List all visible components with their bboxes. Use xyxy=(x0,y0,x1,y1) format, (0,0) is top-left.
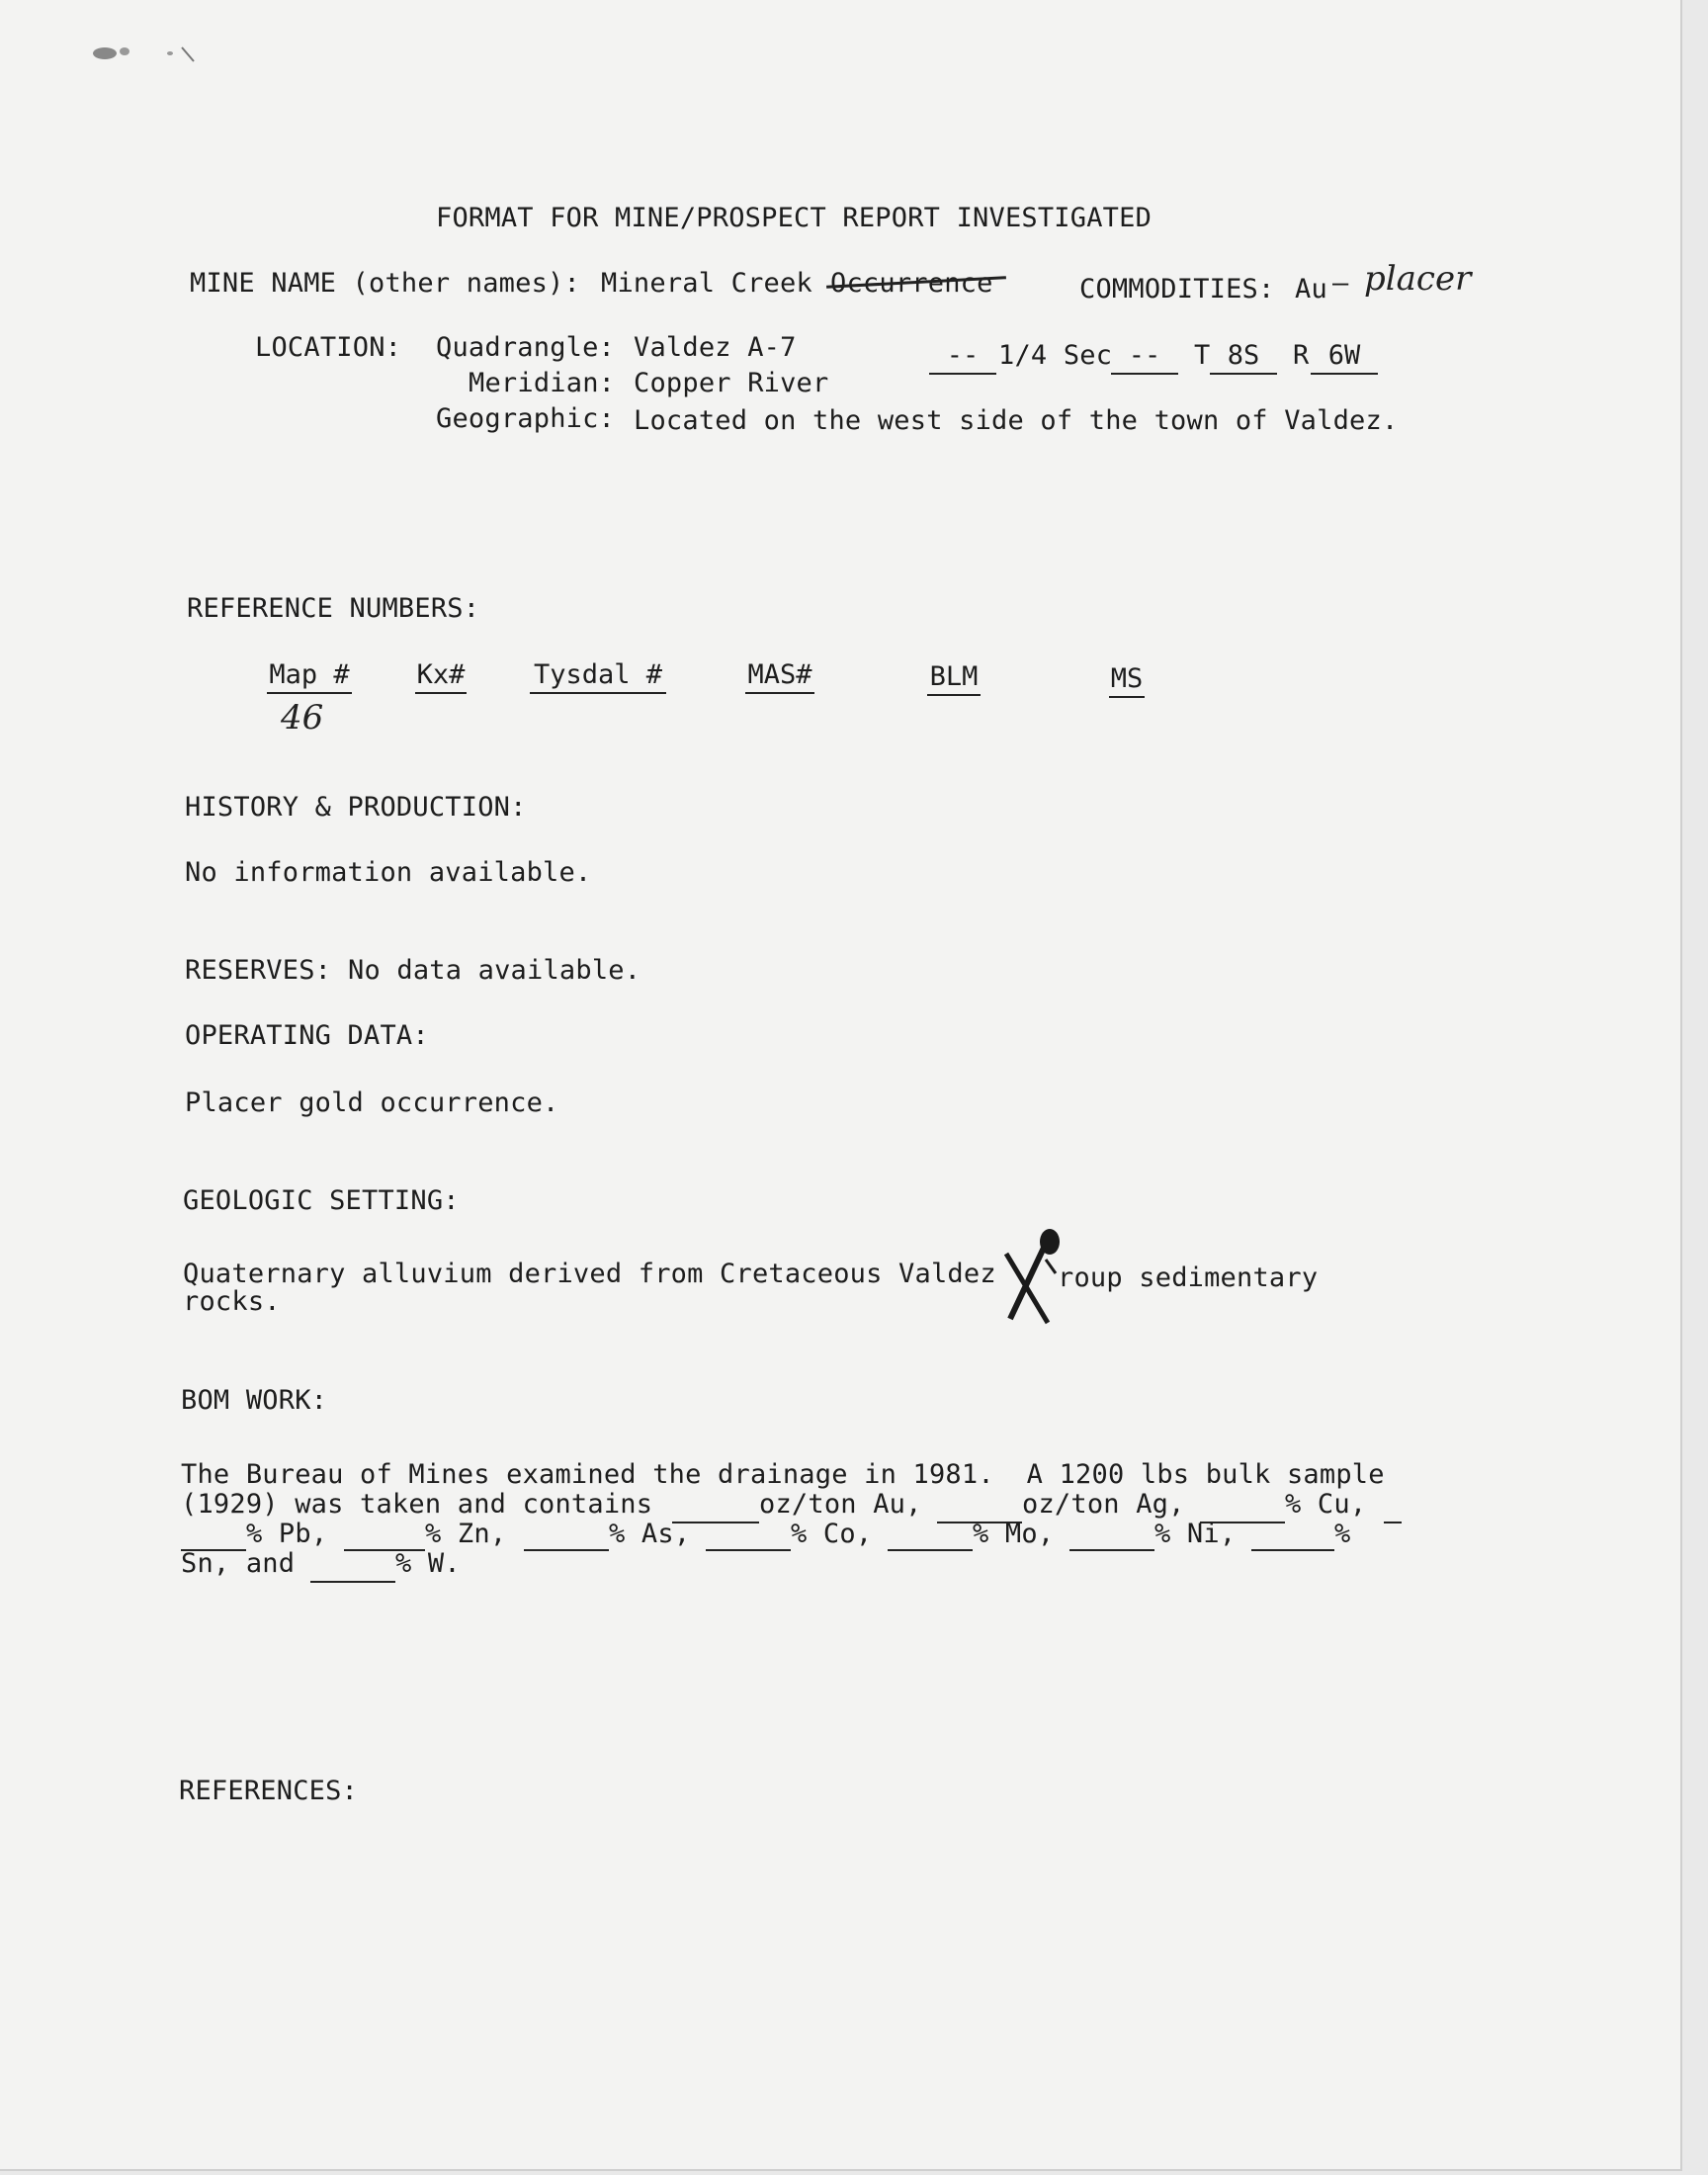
bom-co: % Co, xyxy=(791,1519,873,1549)
bom-pb: % Pb, xyxy=(246,1519,328,1549)
bom-zn: % Zn, xyxy=(425,1519,507,1549)
blank-w xyxy=(310,1579,395,1583)
blank-co xyxy=(706,1547,791,1551)
commodities-value: Au xyxy=(1295,274,1327,304)
bom-line2-start: (1929) was taken and contains xyxy=(181,1489,653,1520)
geologic-text-line1-end: roup sedimentary xyxy=(1058,1262,1319,1293)
bom-label: BOM WORK: xyxy=(181,1385,328,1416)
blank-sn xyxy=(1251,1547,1334,1551)
blank-ni xyxy=(1069,1547,1154,1551)
mine-name-value: Mineral Creek xyxy=(601,268,812,299)
ref-col-blm: BLM xyxy=(927,662,981,696)
ref-col-tysdal: Tysdal # xyxy=(530,660,666,694)
bom-line4-start: Sn, and xyxy=(181,1548,296,1579)
quadrangle-label: Quadrangle: xyxy=(436,332,616,363)
ref-col-mas: MAS# xyxy=(745,660,814,694)
quarter-sec-label: 1/4 Sec xyxy=(998,340,1113,371)
handwritten-map-number: 46 xyxy=(281,698,324,738)
commodities-dash: – xyxy=(1332,268,1349,299)
bom-sn-percent: % xyxy=(1334,1519,1351,1549)
blank-as xyxy=(524,1547,609,1551)
bom-line1: The Bureau of Mines examined the drainage in 1981. A 1200 lbs bulk sample xyxy=(181,1459,1385,1490)
commodities-label: COMMODITIES: xyxy=(1079,274,1275,304)
handwritten-placer: placer xyxy=(1364,259,1472,299)
bom-mo: % Mo, xyxy=(973,1519,1055,1549)
reserves-text: No data available. xyxy=(348,955,641,986)
township-value: 8S xyxy=(1210,341,1277,375)
operating-text: Placer gold occurrence. xyxy=(185,1088,559,1118)
history-text: No information available. xyxy=(185,857,592,888)
operating-label: OPERATING DATA: xyxy=(185,1020,429,1051)
quadrangle-value: Valdez A-7 xyxy=(634,332,797,363)
quarter-value: -- xyxy=(929,341,996,375)
history-label: HISTORY & PRODUCTION: xyxy=(185,792,527,823)
bom-w: % W. xyxy=(395,1548,461,1579)
ref-col-map: Map # xyxy=(267,660,352,694)
reference-numbers-label: REFERENCE NUMBERS: xyxy=(187,593,480,624)
location-label: LOCATION: xyxy=(255,332,402,363)
range-label: R xyxy=(1293,340,1310,371)
bom-au: oz/ton Au, xyxy=(759,1489,922,1520)
bom-ni: % Ni, xyxy=(1154,1519,1237,1549)
bom-cu: % Cu, xyxy=(1285,1489,1367,1520)
bom-ag: oz/ton Ag, xyxy=(1022,1489,1185,1520)
struck-occurrence: Occurrence xyxy=(830,268,993,299)
ref-col-kx: Kx# xyxy=(415,660,467,694)
references-label: REFERENCES: xyxy=(179,1776,359,1806)
geographic-label: Geographic: xyxy=(436,403,616,434)
sec-value: -- xyxy=(1111,341,1178,375)
reserves-label: RESERVES: xyxy=(185,955,332,986)
range-value: 6W xyxy=(1311,341,1378,375)
paper-smudge xyxy=(91,42,200,65)
geologic-text-line1: Quaternary alluvium derived from Cretaceous Valdez xyxy=(183,1259,996,1289)
blank-mo xyxy=(888,1547,973,1551)
report-title: FORMAT FOR MINE/PROSPECT REPORT INVESTIGATED xyxy=(436,203,1153,233)
geographic-value: Located on the west side of the town of Valdez. xyxy=(634,405,1399,436)
geologic-text-line2: rocks. xyxy=(183,1286,281,1317)
mine-name-label: MINE NAME (other names): xyxy=(190,268,580,299)
meridian-value: Copper River xyxy=(634,368,829,398)
geologic-label: GEOLOGIC SETTING: xyxy=(183,1185,460,1216)
bom-as: % As, xyxy=(609,1519,691,1549)
blank-pb-start xyxy=(1384,1520,1402,1523)
township-label: T xyxy=(1194,340,1211,371)
meridian-label: Meridian: xyxy=(469,368,616,398)
ref-col-ms: MS xyxy=(1109,664,1145,698)
